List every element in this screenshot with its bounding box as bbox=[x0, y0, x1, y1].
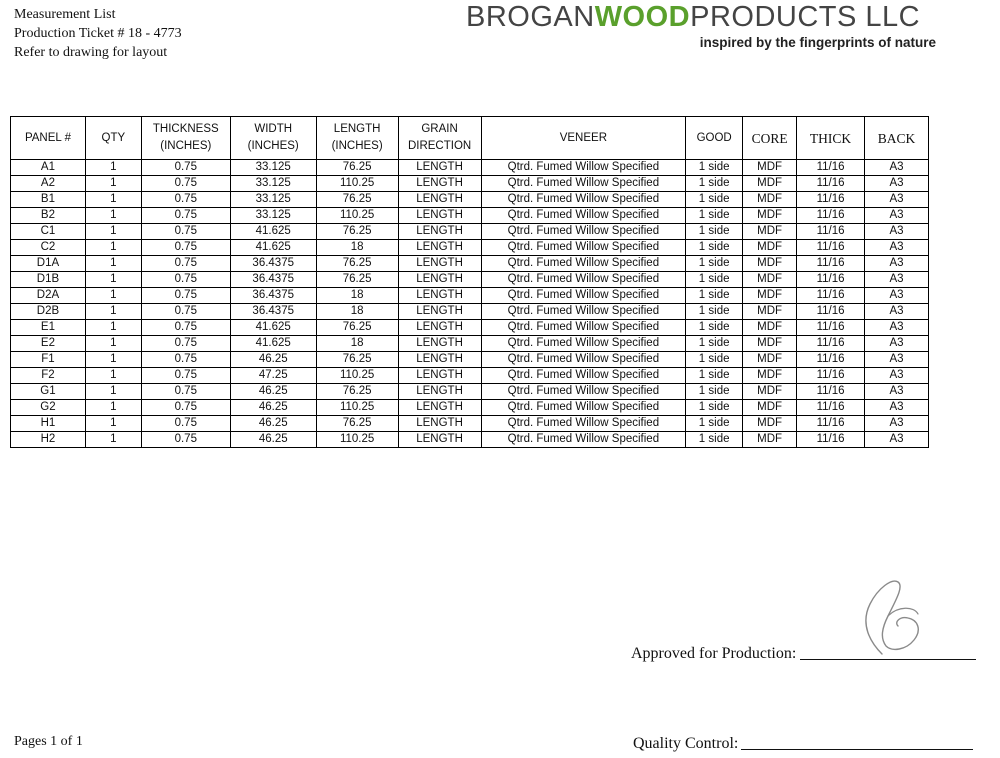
table-cell: 1 side bbox=[686, 400, 743, 416]
table-cell: 11/16 bbox=[797, 256, 865, 272]
table-cell: 1 side bbox=[686, 256, 743, 272]
table-cell: LENGTH bbox=[398, 368, 481, 384]
table-cell: A3 bbox=[865, 224, 929, 240]
table-cell: 0.75 bbox=[141, 272, 230, 288]
table-cell: 110.25 bbox=[316, 432, 398, 448]
table-cell: LENGTH bbox=[398, 176, 481, 192]
table-cell: 0.75 bbox=[141, 368, 230, 384]
table-cell: A3 bbox=[865, 176, 929, 192]
table-cell: Qtrd. Fumed Willow Specified bbox=[481, 176, 686, 192]
table-cell: B2 bbox=[11, 208, 86, 224]
table-cell: LENGTH bbox=[398, 384, 481, 400]
table-cell: 18 bbox=[316, 288, 398, 304]
table-cell: G1 bbox=[11, 384, 86, 400]
table-cell: E1 bbox=[11, 320, 86, 336]
table-row bbox=[11, 208, 929, 224]
table-row bbox=[11, 192, 929, 208]
table-cell: H2 bbox=[11, 432, 86, 448]
table-cell: 11/16 bbox=[797, 336, 865, 352]
table-row bbox=[11, 400, 929, 416]
table-row bbox=[11, 256, 929, 272]
table-cell: MDF bbox=[743, 208, 797, 224]
table-cell: MDF bbox=[743, 304, 797, 320]
column-header bbox=[686, 117, 743, 160]
column-header-subline: (INCHES) bbox=[160, 140, 212, 152]
document-header bbox=[14, 5, 182, 62]
column-header bbox=[141, 117, 230, 160]
table-cell: 18 bbox=[316, 240, 398, 256]
table-cell: MDF bbox=[743, 176, 797, 192]
table-cell: 1 bbox=[85, 208, 141, 224]
table-cell: MDF bbox=[743, 240, 797, 256]
table-cell: 1 bbox=[85, 400, 141, 416]
table-cell: 33.125 bbox=[230, 208, 316, 224]
table-cell: A3 bbox=[865, 432, 929, 448]
table-cell: 110.25 bbox=[316, 208, 398, 224]
column-header-line: LENGTH bbox=[333, 123, 381, 135]
table-cell: 47.25 bbox=[230, 368, 316, 384]
table-cell: MDF bbox=[743, 400, 797, 416]
column-header-subline: (INCHES) bbox=[247, 140, 299, 152]
table-cell: 0.75 bbox=[141, 240, 230, 256]
table-cell: 0.75 bbox=[141, 320, 230, 336]
table-row bbox=[11, 352, 929, 368]
logo-part-wood: WOOD bbox=[594, 1, 691, 33]
table-row bbox=[11, 432, 929, 448]
quality-control-label: Quality Control: bbox=[633, 735, 739, 752]
table-cell: MDF bbox=[743, 416, 797, 432]
column-header bbox=[797, 117, 865, 160]
table-cell: 76.25 bbox=[316, 416, 398, 432]
table-cell: 0.75 bbox=[141, 384, 230, 400]
table-cell: LENGTH bbox=[398, 400, 481, 416]
table-row bbox=[11, 224, 929, 240]
table-cell: 11/16 bbox=[797, 288, 865, 304]
table-cell: 1 bbox=[85, 320, 141, 336]
table-cell: LENGTH bbox=[398, 240, 481, 256]
table-cell: 46.25 bbox=[230, 432, 316, 448]
table-row bbox=[11, 288, 929, 304]
table-row bbox=[11, 272, 929, 288]
table-cell: C2 bbox=[11, 240, 86, 256]
table-cell: A1 bbox=[11, 160, 86, 176]
table-cell: 11/16 bbox=[797, 272, 865, 288]
table-cell: MDF bbox=[743, 320, 797, 336]
table-cell: 1 bbox=[85, 224, 141, 240]
table-cell: 33.125 bbox=[230, 192, 316, 208]
table-cell: 0.75 bbox=[141, 400, 230, 416]
table-cell: 41.625 bbox=[230, 240, 316, 256]
column-header bbox=[865, 117, 929, 160]
table-cell: MDF bbox=[743, 224, 797, 240]
table-cell: Qtrd. Fumed Willow Specified bbox=[481, 304, 686, 320]
table-cell: B1 bbox=[11, 192, 86, 208]
logo-tagline: inspired by the fingerprints of nature bbox=[699, 35, 936, 50]
table-cell: MDF bbox=[743, 288, 797, 304]
table-cell: LENGTH bbox=[398, 352, 481, 368]
table-cell: A3 bbox=[865, 400, 929, 416]
table-cell: 1 side bbox=[686, 208, 743, 224]
table-cell: 1 bbox=[85, 176, 141, 192]
table-cell: E2 bbox=[11, 336, 86, 352]
table-cell: 0.75 bbox=[141, 432, 230, 448]
table-cell: 1 bbox=[85, 352, 141, 368]
table-cell: G2 bbox=[11, 400, 86, 416]
table-cell: MDF bbox=[743, 352, 797, 368]
table-cell: 76.25 bbox=[316, 320, 398, 336]
table-cell: 0.75 bbox=[141, 224, 230, 240]
table-row bbox=[11, 160, 929, 176]
table-cell: 1 bbox=[85, 288, 141, 304]
table-cell: MDF bbox=[743, 256, 797, 272]
table-cell: A3 bbox=[865, 240, 929, 256]
table-cell: Qtrd. Fumed Willow Specified bbox=[481, 272, 686, 288]
table-cell: 1 side bbox=[686, 304, 743, 320]
column-header-line: THICK bbox=[809, 130, 852, 146]
table-cell: 110.25 bbox=[316, 400, 398, 416]
table-cell: A3 bbox=[865, 192, 929, 208]
table-cell: 11/16 bbox=[797, 224, 865, 240]
logo-wordmark bbox=[466, 2, 936, 32]
table-cell: 1 side bbox=[686, 320, 743, 336]
column-header-line: WIDTH bbox=[254, 123, 293, 135]
table-row bbox=[11, 320, 929, 336]
column-header bbox=[743, 117, 797, 160]
table-cell: Qtrd. Fumed Willow Specified bbox=[481, 256, 686, 272]
column-header-subline: (INCHES) bbox=[331, 140, 383, 152]
table-cell: A3 bbox=[865, 160, 929, 176]
signature-mark bbox=[852, 576, 930, 658]
table-cell: LENGTH bbox=[398, 192, 481, 208]
column-header bbox=[85, 117, 141, 160]
table-cell: 1 bbox=[85, 416, 141, 432]
table-cell: MDF bbox=[743, 432, 797, 448]
column-header bbox=[481, 117, 686, 160]
table-cell: D1A bbox=[11, 256, 86, 272]
table-cell: 41.625 bbox=[230, 320, 316, 336]
table-cell: 1 bbox=[85, 272, 141, 288]
table-cell: 1 side bbox=[686, 384, 743, 400]
table-cell: 1 side bbox=[686, 240, 743, 256]
table-cell: 1 bbox=[85, 240, 141, 256]
approval-signature-line bbox=[800, 659, 976, 660]
table-cell: 11/16 bbox=[797, 176, 865, 192]
table-row bbox=[11, 240, 929, 256]
table-cell: 11/16 bbox=[797, 304, 865, 320]
table-cell: Qtrd. Fumed Willow Specified bbox=[481, 336, 686, 352]
table-cell: 110.25 bbox=[316, 368, 398, 384]
table-cell: 1 side bbox=[686, 352, 743, 368]
column-header bbox=[398, 117, 481, 160]
table-cell: 46.25 bbox=[230, 400, 316, 416]
page-count: Pages 1 of 1 bbox=[14, 734, 83, 749]
table-cell: 11/16 bbox=[797, 432, 865, 448]
table-cell: LENGTH bbox=[398, 416, 481, 432]
table-cell: 76.25 bbox=[316, 160, 398, 176]
column-header-line: PANEL # bbox=[24, 131, 71, 144]
table-cell: MDF bbox=[743, 272, 797, 288]
table-cell: 1 side bbox=[686, 272, 743, 288]
document-title: Measurement List bbox=[14, 7, 116, 22]
table-cell: 33.125 bbox=[230, 176, 316, 192]
table-cell: 0.75 bbox=[141, 288, 230, 304]
table-row bbox=[11, 336, 929, 352]
table-cell: C1 bbox=[11, 224, 86, 240]
table-cell: 11/16 bbox=[797, 384, 865, 400]
table-cell: Qtrd. Fumed Willow Specified bbox=[481, 432, 686, 448]
table-cell: 0.75 bbox=[141, 304, 230, 320]
table-cell: A3 bbox=[865, 304, 929, 320]
table-cell: 1 side bbox=[686, 192, 743, 208]
table-cell: 1 side bbox=[686, 432, 743, 448]
table-cell: 0.75 bbox=[141, 208, 230, 224]
table-cell: 76.25 bbox=[316, 272, 398, 288]
table-cell: Qtrd. Fumed Willow Specified bbox=[481, 160, 686, 176]
layout-note: Refer to drawing for layout bbox=[14, 45, 168, 60]
table-cell: A3 bbox=[865, 352, 929, 368]
column-header-line: BACK bbox=[877, 130, 916, 146]
table-cell: A3 bbox=[865, 256, 929, 272]
table-cell: 36.4375 bbox=[230, 256, 316, 272]
table-cell: Qtrd. Fumed Willow Specified bbox=[481, 384, 686, 400]
table-cell: Qtrd. Fumed Willow Specified bbox=[481, 224, 686, 240]
table-cell: Qtrd. Fumed Willow Specified bbox=[481, 368, 686, 384]
table-cell: LENGTH bbox=[398, 432, 481, 448]
table-cell: 1 side bbox=[686, 176, 743, 192]
table-cell: LENGTH bbox=[398, 336, 481, 352]
table-cell: 1 side bbox=[686, 336, 743, 352]
table-cell: 36.4375 bbox=[230, 272, 316, 288]
table-cell: MDF bbox=[743, 384, 797, 400]
table-body bbox=[11, 160, 929, 448]
table-cell: D1B bbox=[11, 272, 86, 288]
table-header-row bbox=[11, 117, 929, 160]
column-header-line: GRAIN bbox=[421, 123, 458, 135]
table-cell: MDF bbox=[743, 160, 797, 176]
table-cell: 76.25 bbox=[316, 352, 398, 368]
table-cell: Qtrd. Fumed Willow Specified bbox=[481, 352, 686, 368]
table-cell: 41.625 bbox=[230, 336, 316, 352]
table-cell: A3 bbox=[865, 384, 929, 400]
table-cell: 0.75 bbox=[141, 352, 230, 368]
table-cell: LENGTH bbox=[398, 272, 481, 288]
table-cell: 1 side bbox=[686, 416, 743, 432]
table-cell: 46.25 bbox=[230, 416, 316, 432]
table-cell: 1 bbox=[85, 304, 141, 320]
table-cell: LENGTH bbox=[398, 256, 481, 272]
table-cell: 11/16 bbox=[797, 240, 865, 256]
table-cell: 0.75 bbox=[141, 256, 230, 272]
column-header-line: THICKNESS bbox=[152, 123, 219, 135]
table-cell: 46.25 bbox=[230, 352, 316, 368]
table-cell: MDF bbox=[743, 192, 797, 208]
table-cell: 0.75 bbox=[141, 416, 230, 432]
table-cell: 1 side bbox=[686, 288, 743, 304]
table-cell: Qtrd. Fumed Willow Specified bbox=[481, 400, 686, 416]
column-header bbox=[316, 117, 398, 160]
column-header-line: CORE bbox=[751, 130, 788, 146]
table-cell: 11/16 bbox=[797, 416, 865, 432]
table-cell: 1 bbox=[85, 336, 141, 352]
table-cell: Qtrd. Fumed Willow Specified bbox=[481, 320, 686, 336]
table-cell: LENGTH bbox=[398, 208, 481, 224]
table-cell: LENGTH bbox=[398, 224, 481, 240]
table-row bbox=[11, 176, 929, 192]
column-header-line: VENEER bbox=[559, 131, 607, 144]
table-cell: 36.4375 bbox=[230, 288, 316, 304]
column-header bbox=[11, 117, 86, 160]
table-cell: 18 bbox=[316, 304, 398, 320]
table-cell: 11/16 bbox=[797, 192, 865, 208]
logo-part-products: PRODUCTS LLC bbox=[690, 1, 921, 33]
table-cell: LENGTH bbox=[398, 304, 481, 320]
approved-for-production-label: Approved for Production: bbox=[631, 645, 797, 662]
table-cell: 0.75 bbox=[141, 192, 230, 208]
quality-control-line bbox=[741, 749, 973, 750]
table-cell: 0.75 bbox=[141, 336, 230, 352]
table-cell: F1 bbox=[11, 352, 86, 368]
table-row bbox=[11, 416, 929, 432]
table-row bbox=[11, 384, 929, 400]
table-cell: 76.25 bbox=[316, 224, 398, 240]
table-row bbox=[11, 368, 929, 384]
table-cell: 1 bbox=[85, 192, 141, 208]
table-cell: A3 bbox=[865, 208, 929, 224]
table-cell: Qtrd. Fumed Willow Specified bbox=[481, 192, 686, 208]
column-header-line: QTY bbox=[101, 131, 126, 144]
table-cell: 18 bbox=[316, 336, 398, 352]
table-row bbox=[11, 304, 929, 320]
company-logo bbox=[466, 2, 936, 58]
column-header-subline: DIRECTION bbox=[407, 140, 472, 152]
table-cell: 41.625 bbox=[230, 224, 316, 240]
table-cell: A3 bbox=[865, 368, 929, 384]
table-cell: A3 bbox=[865, 320, 929, 336]
table-cell: D2A bbox=[11, 288, 86, 304]
table-cell: MDF bbox=[743, 336, 797, 352]
logo-part-brogan: BROGAN bbox=[466, 1, 595, 33]
table-cell: 11/16 bbox=[797, 160, 865, 176]
table-cell: MDF bbox=[743, 368, 797, 384]
table-cell: 1 bbox=[85, 256, 141, 272]
table-cell: LENGTH bbox=[398, 160, 481, 176]
table-cell: 11/16 bbox=[797, 320, 865, 336]
production-ticket: Production Ticket # 18 - 4773 bbox=[14, 26, 182, 41]
table-cell: 110.25 bbox=[316, 176, 398, 192]
table-cell: 1 side bbox=[686, 224, 743, 240]
table-cell: 11/16 bbox=[797, 400, 865, 416]
table-cell: 1 side bbox=[686, 368, 743, 384]
table-cell: 33.125 bbox=[230, 160, 316, 176]
table-cell: Qtrd. Fumed Willow Specified bbox=[481, 208, 686, 224]
table-cell: Qtrd. Fumed Willow Specified bbox=[481, 416, 686, 432]
table-cell: 0.75 bbox=[141, 176, 230, 192]
table-cell: 76.25 bbox=[316, 256, 398, 272]
table-cell: 36.4375 bbox=[230, 304, 316, 320]
column-header bbox=[230, 117, 316, 160]
table-cell: 1 bbox=[85, 160, 141, 176]
table-cell: 11/16 bbox=[797, 352, 865, 368]
table-cell: 11/16 bbox=[797, 368, 865, 384]
table-cell: 1 side bbox=[686, 160, 743, 176]
table-cell: 1 bbox=[85, 368, 141, 384]
table-cell: 46.25 bbox=[230, 384, 316, 400]
table-cell: H1 bbox=[11, 416, 86, 432]
table-cell: A3 bbox=[865, 272, 929, 288]
table-cell: LENGTH bbox=[398, 288, 481, 304]
table-cell: 76.25 bbox=[316, 192, 398, 208]
table-cell: Qtrd. Fumed Willow Specified bbox=[481, 240, 686, 256]
table-cell: D2B bbox=[11, 304, 86, 320]
measurement-table bbox=[10, 116, 929, 448]
table-cell: A2 bbox=[11, 176, 86, 192]
table-cell: 1 bbox=[85, 432, 141, 448]
table-cell: A3 bbox=[865, 336, 929, 352]
table-cell: A3 bbox=[865, 416, 929, 432]
table-cell: 0.75 bbox=[141, 160, 230, 176]
table-cell: A3 bbox=[865, 288, 929, 304]
table-cell: Qtrd. Fumed Willow Specified bbox=[481, 288, 686, 304]
table-cell: F2 bbox=[11, 368, 86, 384]
table-cell: 1 bbox=[85, 384, 141, 400]
table-cell: 76.25 bbox=[316, 384, 398, 400]
column-header-line: GOOD bbox=[696, 131, 732, 144]
table-cell: 11/16 bbox=[797, 208, 865, 224]
table-cell: LENGTH bbox=[398, 320, 481, 336]
